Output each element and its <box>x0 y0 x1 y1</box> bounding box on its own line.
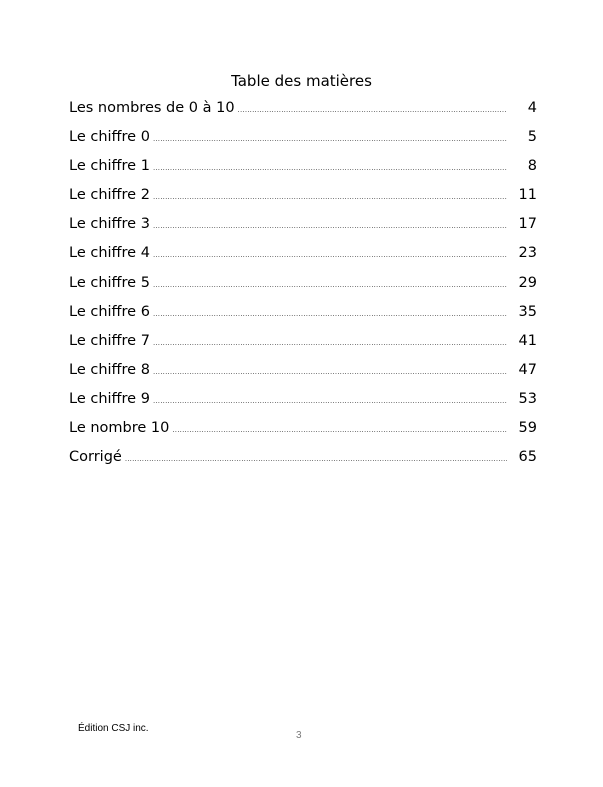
toc-entry <box>69 304 537 333</box>
toc-entry-page: 5 <box>527 129 537 146</box>
toc-entry-label: Le chiffre 3 <box>69 216 150 233</box>
toc-dot-leader <box>153 136 507 143</box>
toc-dot-leader <box>153 340 507 347</box>
toc-title: Table des matières <box>231 72 372 90</box>
toc-entry-label: Le chiffre 1 <box>69 158 150 175</box>
toc-entry <box>69 216 537 245</box>
toc-entry-label: Le chiffre 7 <box>69 332 150 349</box>
footer-publisher: Édition CSJ inc. <box>78 723 149 734</box>
toc-entry-page: 41 <box>518 332 537 349</box>
toc-dot-leader <box>153 311 507 318</box>
toc-entry <box>69 129 537 158</box>
toc-entry <box>69 245 537 274</box>
toc-dot-leader <box>153 398 507 405</box>
toc-entry-page: 17 <box>518 216 537 233</box>
toc-dot-leader <box>153 194 507 201</box>
toc-entry-page: 65 <box>518 449 537 466</box>
toc-entry-page: 4 <box>527 100 537 116</box>
toc-entry-label: Le chiffre 0 <box>69 129 150 146</box>
toc-entry-label: Le chiffre 8 <box>69 361 150 378</box>
toc-dot-leader <box>172 427 507 434</box>
toc-entry-page: 29 <box>518 274 537 291</box>
toc-entry-label: Corrigé <box>69 449 122 466</box>
toc-entry-label: Le chiffre 4 <box>69 245 150 262</box>
toc-entry-page: 47 <box>518 361 537 378</box>
toc-entry-page: 23 <box>518 245 537 262</box>
toc-dot-leader <box>153 369 507 376</box>
toc-entry <box>69 333 537 362</box>
toc-entry <box>69 391 537 420</box>
toc-dot-leader <box>153 223 507 230</box>
toc-entry-page: 59 <box>518 420 537 437</box>
toc-entry-label: Le chiffre 6 <box>69 303 150 320</box>
toc-entry <box>69 362 537 391</box>
footer-page-number: 3 <box>296 730 302 741</box>
toc-entry-page: 8 <box>527 158 537 175</box>
toc-entry-label: Le nombre 10 <box>69 420 170 437</box>
toc-entry-label: Le chiffre 5 <box>69 274 150 291</box>
toc-entry <box>69 100 537 129</box>
toc-entry <box>69 158 537 187</box>
toc-entry-page: 35 <box>518 303 537 320</box>
toc-entry-page: 11 <box>518 187 537 204</box>
toc-entry <box>69 275 537 304</box>
toc-dot-leader <box>125 456 507 463</box>
toc-dot-leader <box>153 282 507 289</box>
toc-dot-leader <box>153 252 507 259</box>
toc-entry-label: Le chiffre 2 <box>69 187 150 204</box>
toc-dot-leader <box>238 107 507 114</box>
toc-entry-label: Les nombres de 0 à 10 <box>69 100 235 116</box>
toc-entry <box>69 449 537 478</box>
toc-entry-page: 53 <box>518 390 537 407</box>
toc-entry-label: Le chiffre 9 <box>69 390 150 407</box>
toc-entry <box>69 187 537 216</box>
toc-dot-leader <box>153 165 507 172</box>
toc-list <box>69 100 537 478</box>
toc-entry <box>69 420 537 449</box>
